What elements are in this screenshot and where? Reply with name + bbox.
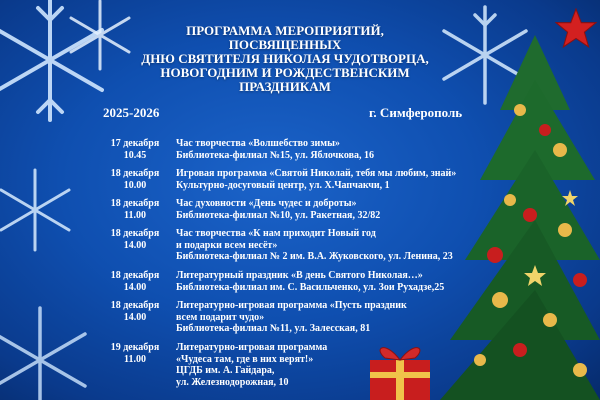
title-line: ДНЮ СВЯТИТЕЛЯ НИКОЛАЯ ЧУДОТВОРЦА, — [141, 51, 429, 66]
event-text: Библиотека-филиал №11, ул. Залесская, 81 — [176, 323, 371, 334]
event-date: 18 декабря — [110, 300, 160, 311]
event-text: ул. Железнодорожная, 10 — [176, 376, 289, 388]
gift-icon — [365, 338, 435, 400]
event-text: ЦГДБ им. А. Гайдара, — [176, 365, 275, 376]
event-text: Библиотека-филиал №10, ул. Ракетная, 32/82 — [176, 209, 381, 221]
event-text: Литературно-игровая программа «Пусть праздник — [176, 300, 407, 311]
star-icon — [555, 8, 597, 50]
event-date: 19 декабря — [110, 342, 160, 353]
event-text: Час творчества «К нам приходит Новый год — [176, 228, 376, 239]
event-text: Час творчества «Волшебство зимы» — [176, 138, 340, 149]
page-title — [110, 24, 460, 94]
title-line: ПРОГРАММА МЕРОПРИЯТИЙ, — [186, 23, 384, 38]
event-time: 14.00 — [123, 239, 147, 251]
city-label: г. Симферополь — [369, 105, 463, 120]
year-label: 2025-2026 — [103, 105, 160, 120]
title-line: НОВОГОДНИМ И РОЖДЕСТВЕНСКИМ — [160, 65, 410, 80]
event-text: Библиотека-филиал им. С. Васильченко, ул. Зои Рухадзе,25 — [176, 281, 445, 293]
event-date: 18 декабря — [110, 198, 160, 209]
snowflake-icon — [0, 300, 100, 400]
snowflake-icon — [0, 165, 80, 255]
event-text: всем подарит чудо» — [176, 311, 265, 323]
event-text: Литературный праздник «В день Святого Николая…» — [176, 270, 423, 281]
event-date: 17 декабря — [110, 138, 160, 149]
event-time: 14.00 — [123, 311, 147, 323]
event-time: 11.00 — [124, 353, 146, 365]
event-text: Библиотека-филиал № 2 им. В.А. Жуковского, ул. Ленина, 23 — [176, 251, 453, 262]
event-date: 18 декабря — [110, 168, 160, 179]
event-text: Игровая программа «Святой Николай, тебя мы любим, знай» — [176, 168, 457, 179]
event-date: 18 декабря — [110, 270, 160, 281]
event-time: 10.00 — [123, 179, 147, 191]
event-text: «Чудеса там, где в них верят!» — [176, 353, 314, 365]
title-line: ПРАЗДНИКАМ — [239, 79, 331, 94]
event-text: Литературно-игровая программа — [176, 342, 328, 353]
event-text: и подарки всем несёт» — [176, 239, 278, 251]
christmas-tree-icon — [440, 0, 600, 400]
event-time: 14.00 — [123, 281, 147, 293]
event-text: Час духовности «День чудес и доброты» — [176, 198, 357, 209]
event-time: 10.45 — [123, 149, 147, 161]
event-date: 18 декабря — [110, 228, 160, 239]
event-text: Культурно-досуговый центр, ул. Х.Чапчакчи, 1 — [176, 179, 390, 191]
event-text: Библиотека-филиал №15, ул. Яблочкова, 16 — [176, 149, 375, 161]
event-time: 11.00 — [124, 209, 146, 221]
title-line: ПОСВЯЩЕННЫХ — [228, 37, 342, 52]
